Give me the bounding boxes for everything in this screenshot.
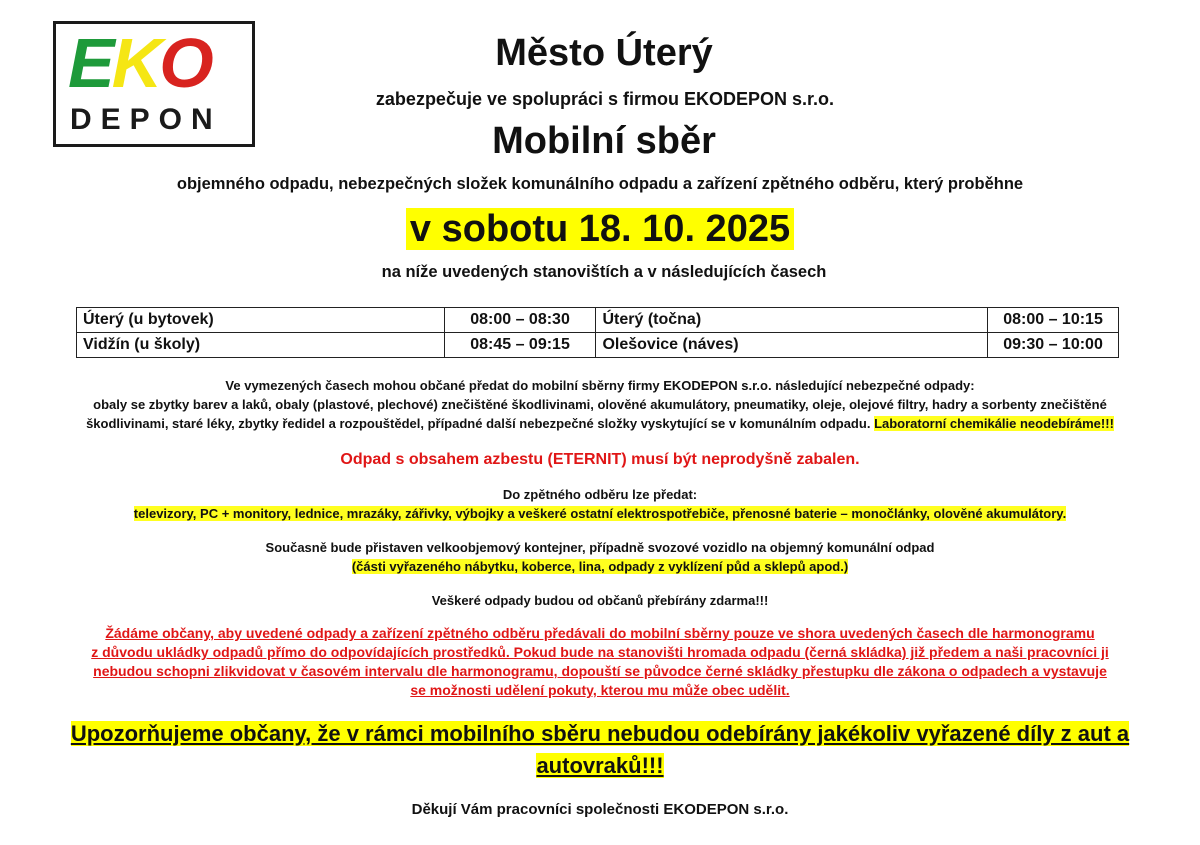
lab-chemicals-notice: Laboratorní chemikálie neodebíráme!!! xyxy=(874,416,1114,431)
asbestos-notice: Odpad s obsahem azbestu (ETERNIT) musí být neprodyšně zabalen. xyxy=(340,451,860,468)
location-cell: Olešovice (náves) xyxy=(596,333,988,358)
location-cell: Úterý (točna) xyxy=(596,308,988,333)
time-cell: 08:00 – 08:30 xyxy=(444,308,596,333)
takeback-heading: Do zpětného odběru lze předat: xyxy=(502,487,698,502)
container-notice: Současně bude přistaven velkoobjemový kontejner, případně svozové vozidlo na objemný komunální odpad xyxy=(265,540,935,555)
page-title: Město Úterý xyxy=(495,32,713,74)
time-cell: 09:30 – 10:00 xyxy=(988,333,1119,358)
location-cell: Úterý (u bytovek) xyxy=(77,308,445,333)
event-title: Mobilní sběr xyxy=(492,120,716,162)
thanks-line: Děkují Vám pracovníci společnosti EKODEPON s.r.o. xyxy=(411,801,789,818)
time-cell: 08:00 – 10:15 xyxy=(988,308,1119,333)
page-subtitle: zabezpečuje ve spolupráci s firmou EKODEPON s.r.o. xyxy=(375,89,835,109)
hazardous-waste-paragraph: Ve vymezených časech mohou občané předat do mobilní sběrny firmy EKODEPON s.r.o. následující nebezpečné odpady: obaly se zbytky barev a laků, obaly (plastové, plechové) znečištěné škodlivinami, olověné akumulátory, pneumatiky, oleje, olejové filtry, hadry a sorbenty znečištěné škodlivinami, staré léky, zbytky ředidel a rozpouštědel, případné další nebezpečné složky vyskytující se v komunálním odpadu. Laboratorní chemikálie neodebíráme!!! xyxy=(86,378,1114,431)
event-intro: objemného odpadu, nebezpečných složek komunálního odpadu a zařízení zpětného odběru, který proběhne xyxy=(176,175,1024,193)
logo-eko-text: EKO xyxy=(68,24,211,102)
location-cell: Vidžín (u školy) xyxy=(77,333,445,358)
container-items: (části vyřazeného nábytku, koberce, lina, odpady z vyklízení půd a sklepů apod.) xyxy=(351,559,849,574)
free-notice: Veškeré odpady budou od občanů přebírány zdarma!!! xyxy=(431,593,769,608)
logo-depon-text: DEPON xyxy=(70,103,222,136)
schedule-table xyxy=(76,307,1119,358)
event-date: v sobotu 18. 10. 2025 xyxy=(0,205,1200,253)
illegal-dump-warning: Žádáme občany, aby uvedené odpady a zařízení zpětného odběru předávali do mobilní sběrny pouze ve shora uvedených časech dle harmonogramu z důvodu ukládky odpadů přímo do odpovídajících prostředků. Pokud bude na stanovišti hromada odpadu (černá skládka) již předem a naši pracovníci ji nebudou schopni zlikvidovat v časovém intervalu dle harmonogramu, dopouští se původce černé skládky přestupku dle zákona o odpadech a vystavuje se možnosti udělení pokuty, kterou mu může obec udělit. xyxy=(91,625,1109,698)
table-row xyxy=(77,333,1119,358)
time-cell: 08:45 – 09:15 xyxy=(444,333,596,358)
takeback-list: televizory, PC + monitory, lednice, mrazáky, zářivky, výbojky a veškeré ostatní elektrospotřebiče, přenosné baterie – monočlánky, olověné akumulátory. xyxy=(133,506,1067,521)
car-parts-notice: Upozorňujeme občany, že v rámci mobilního sběru nebudou odebírány jakékoliv vyřazené díly z aut a autovraků!!! xyxy=(70,721,1130,778)
locations-intro: na níže uvedených stanovištích a v následujících časech xyxy=(381,263,827,281)
table-row xyxy=(77,308,1119,333)
